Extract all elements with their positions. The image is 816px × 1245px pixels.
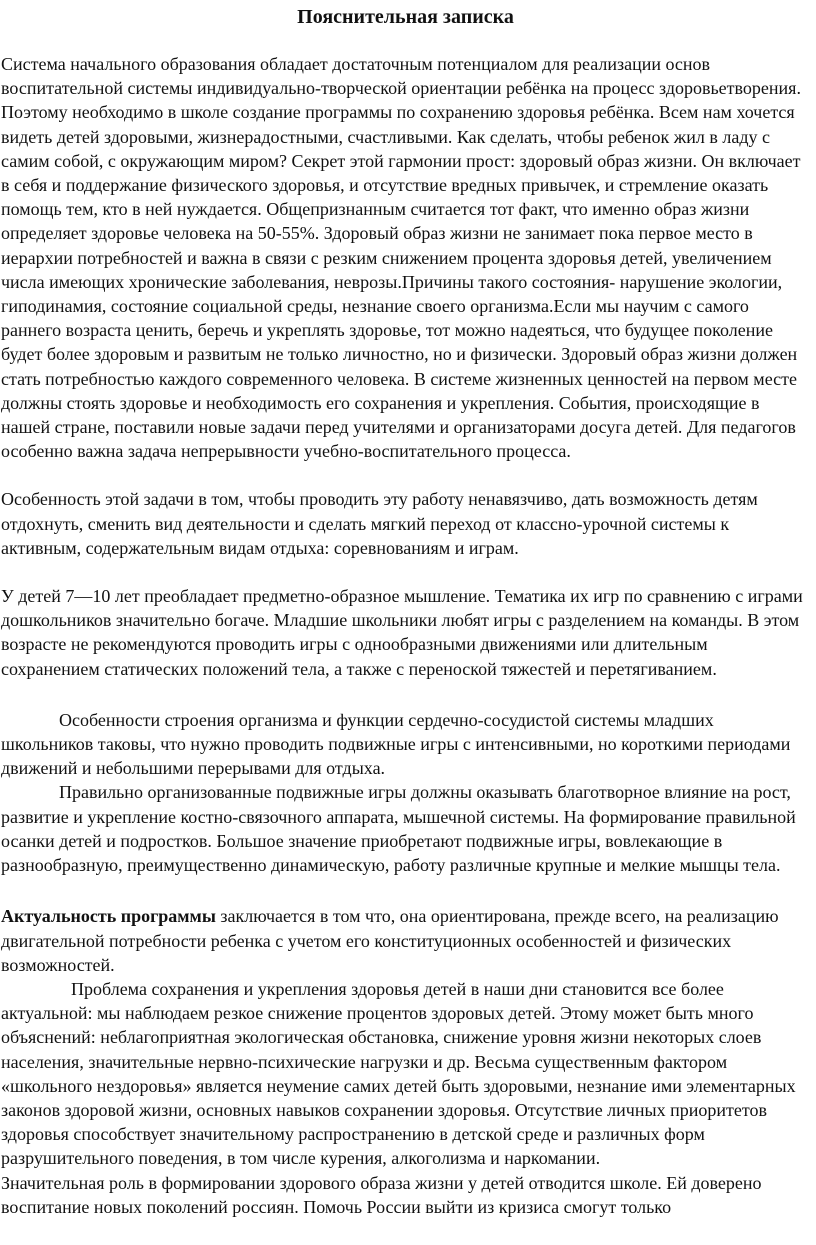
paragraph-health-problem: Проблема сохранения и укрепления здоровья детей в наши дни становится все более актуальной: мы наблюдаем резкое снижение процентов здоровых детей. Этому может быть много объяснений: неблагоприятная экологическая обстановка, снижение уровня жизни некоторых слоев населения, значительные нервно-психические нагрузки и др. Весьма существенным фактором «школьного нездоровья» является неумение самих детей быть здоровыми, незнание ими элементарных законов здоровой жизни, основных навыков сохранении здоровья. Отсутствие личных приоритетов здоровья способствует значительному распространению в детской среде и различных форм разрушительного поведения, в том числе курения, алкоголизма и наркомании. — [1, 978, 796, 1169]
paragraph-school-role: Значительная роль в формировании здорового образа жизни у детей отводится школе. Ей доверено воспитание новых поколений россиян. Помочь России выйти из кризиса смогут только — [1, 1172, 762, 1217]
document-title: Пояснительная записка — [297, 6, 514, 28]
paragraph-organism-features: Особенности строения организма и функции сердечно-сосудистой системы младших школьников таковы, что нужно проводить подвижные игры с интенсивными, но короткими периодами движений и небольшими перерывами для отдыха. — [1, 709, 791, 779]
paragraph-age-thinking: У детей 7—10 лет преобладает предметно-образное мышление. Тематика их игр по сравнению с играми дошкольников значительно богаче. Младшие школьники любят игры с разделением на команды. В этом возрасте не рекомендуются проводить игры с однообразными движениями или длительным сохранением статических положений тела, а также с переноской тяжестей и перетягиванием. — [1, 586, 803, 679]
paragraph-program-relevance — [1, 904, 810, 977]
paragraph-task-feature: Особенность этой задачи в том, чтобы проводить эту работу ненавязчиво, дать возможность детям отдохнуть, сменить вид деятельности и сделать мягкий переход от классно-урочной системы к активным, содержательным видам отдыха: соревнованиям и играм. — [1, 489, 758, 558]
paragraph-mobile-games: Правильно организованные подвижные игры должны оказывать благотворное влияние на рост, развитие и укрепление костно-связочного аппарата, мышечной системы. На формирование правильной осанки детей и подростков. Большое значение приобретают подвижные игры, вовлекающие в разнообразную, преимущественно динамическую, работу различные крупные и мелкие мышцы тела. — [1, 782, 796, 876]
relevance-heading: Актуальность программы — [1, 906, 216, 927]
relevance-text: заключается в том что, она ориентирована, прежде всего, на реализацию двигательной потребности ребенка с учетом его конституционных особенностей и физических возможностей. — [1, 906, 779, 975]
paragraph-intro: Система начального образования обладает достаточным потенциалом для реализации основ воспитательной системы индивидуально-творческой ориентации ребёнка на процесс здоровьетворения. Поэтому необходимо в школе создание программы по сохранению здоровья ребёнка. Всем нам хочется видеть детей здоровыми, жизнерадостными, счастливыми. Как сделать, чтобы ребенок жил в ладу с самим собой, с окружающим миром? Секрет этой гармонии прост: здоровый образ жизни. Он включает в себя и поддержание физического здоровья, и отсутствие вредных привычек, и стремление оказать помощь тем, кто в ней нуждается. Общепризнанным считается тот факт, что именно образ жизни определяет здоровье человека на 50-55%. Здоровый образ жизни не занимает пока первое место в иерархии потребностей и важна в связи с резким снижением процента здоровья детей, увеличением числа имеющих хронические заболевания, неврозы.Причины такого состояния- нарушение экологии, гиподинамия, состояние социальной среды, незнание своего организма.Если мы научим с самого раннего возраста ценить, беречь и укреплять здоровье, тот можно надеяться, что будущее поколение будет более здоровым и развитым не только личностно, но и физически. Здоровый образ жизни должен стать потребностью каждого современного человека. В системе жизненных ценностей на первом месте должны стоять здоровье и необходимость его сохранения и укрепления. События, происходящие в нашей стране, поставили новые задачи перед учителями и организаторами досуга детей. Для педагогов особенно важна задача непрерывности учебно-воспитательного процесса. — [1, 54, 801, 462]
